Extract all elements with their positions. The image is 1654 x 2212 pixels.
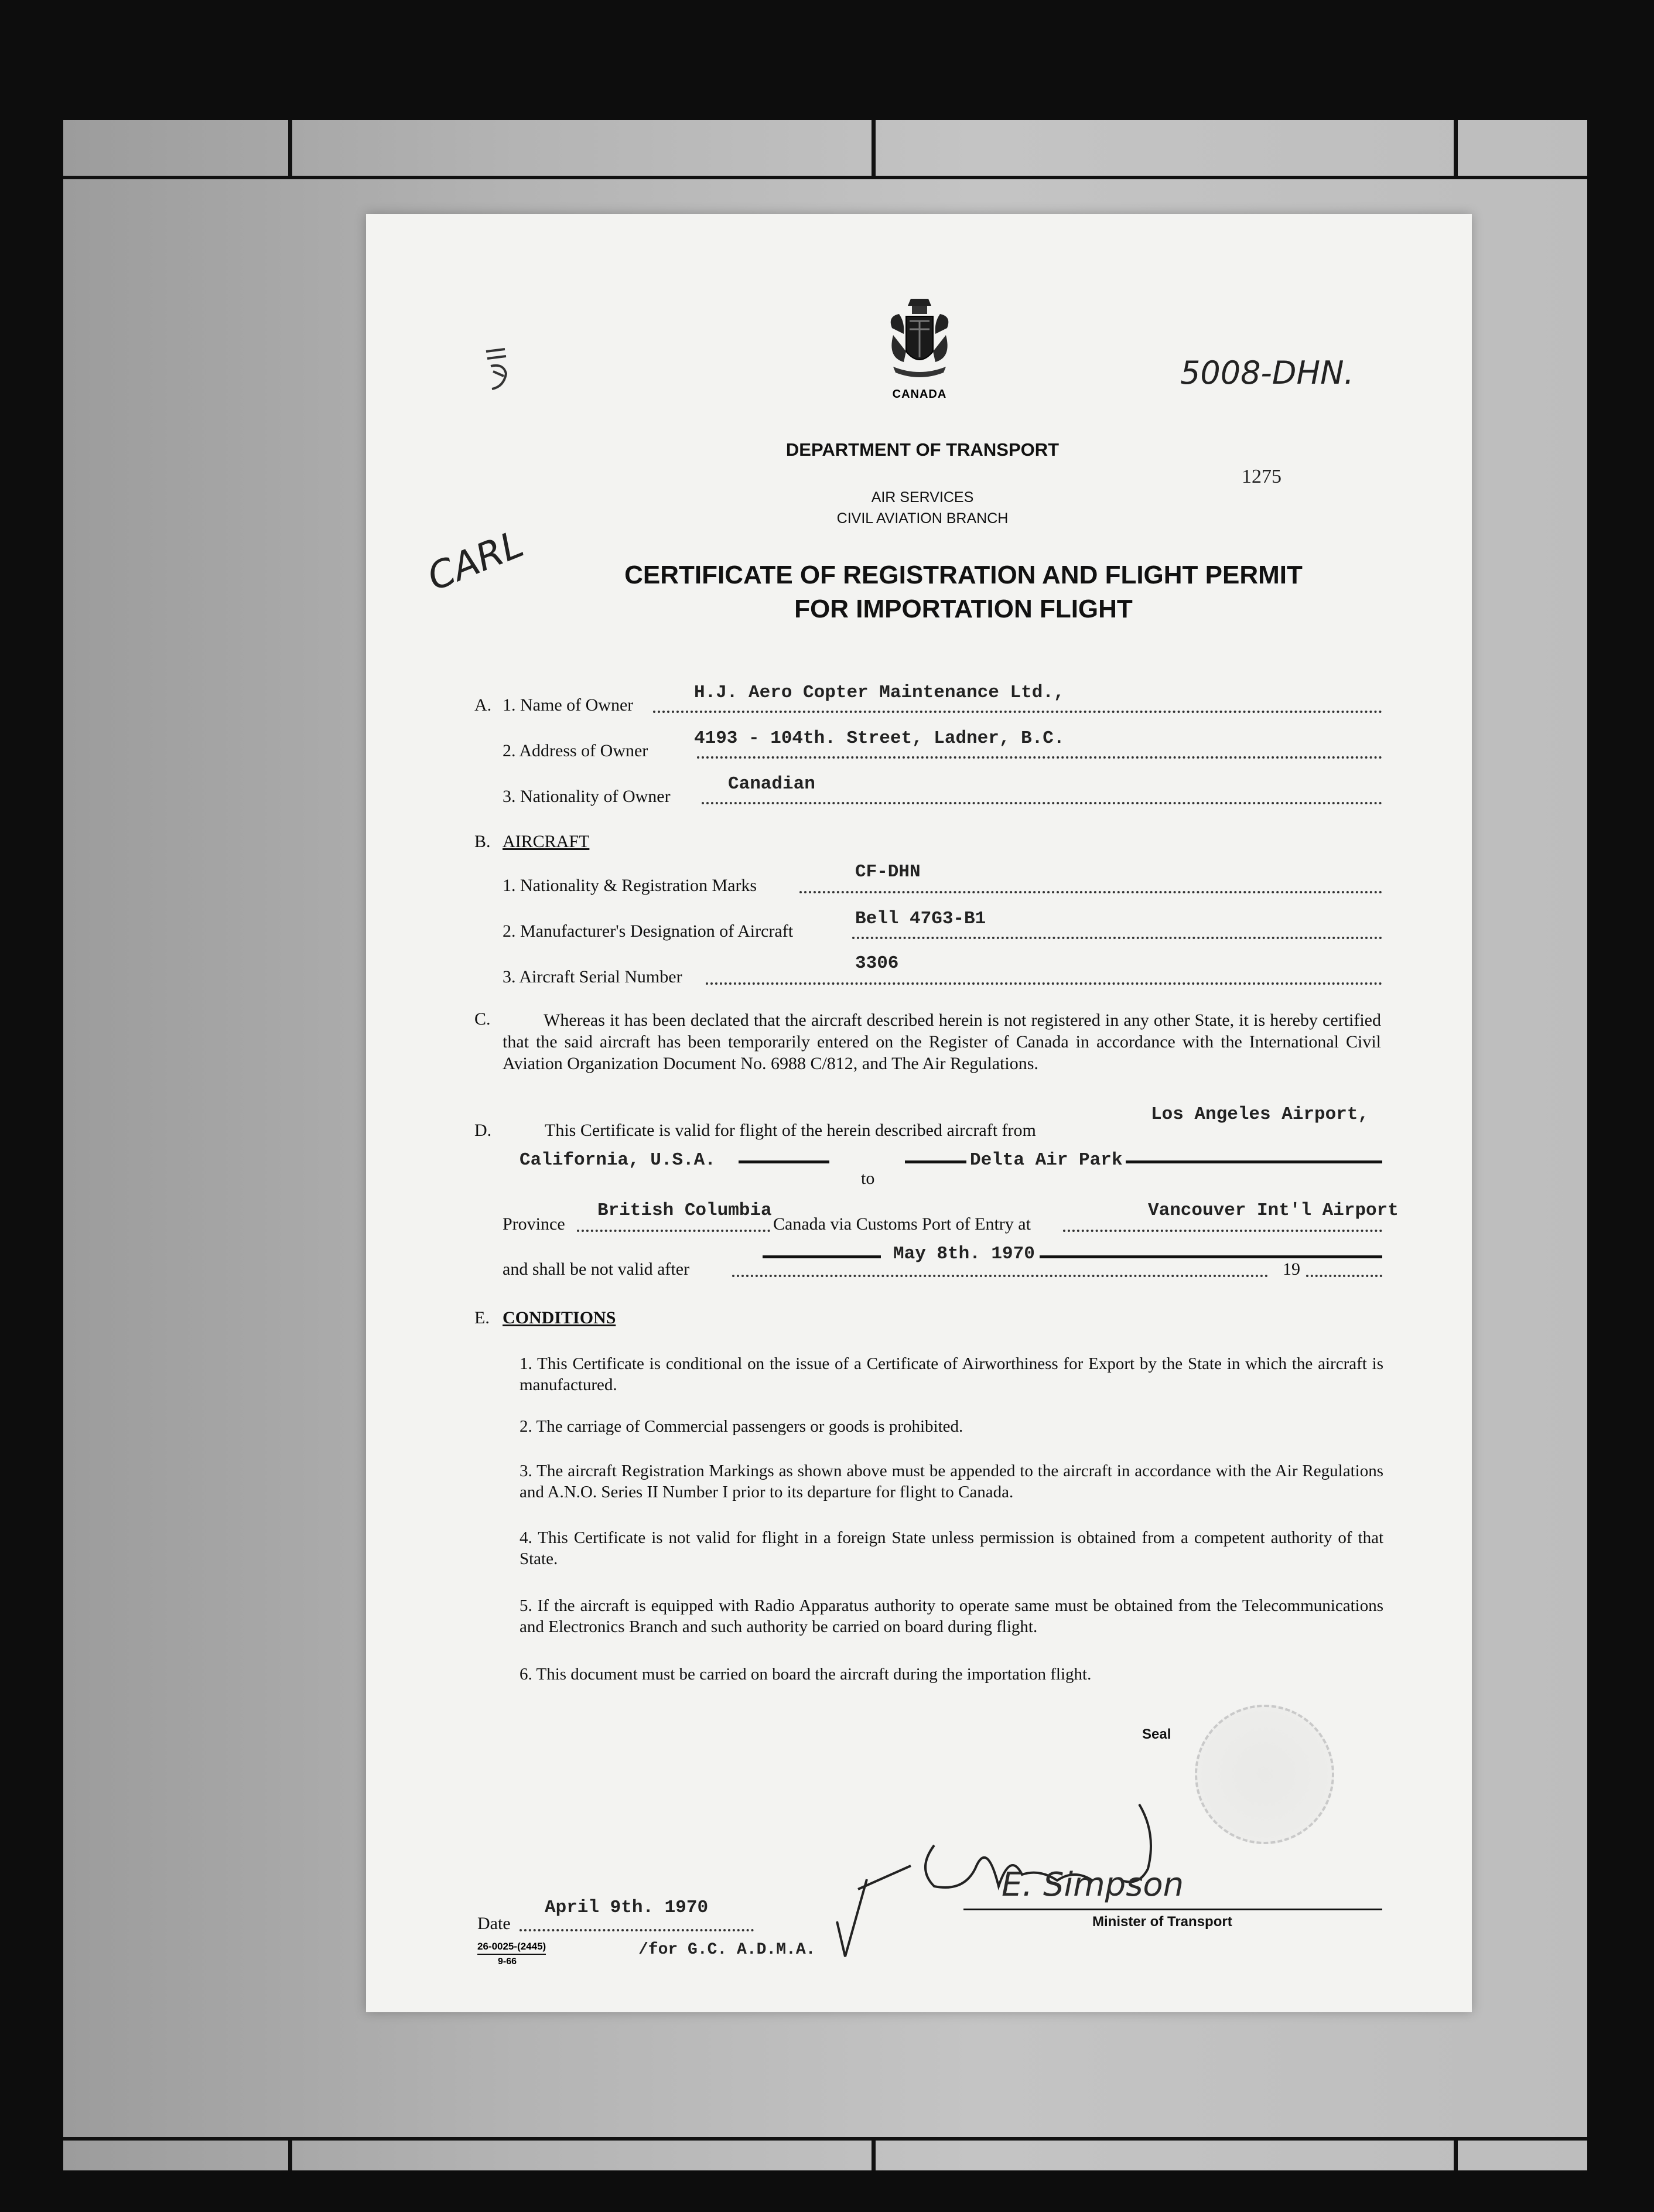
handwritten-file-ref: 5008-DHN. — [1180, 354, 1354, 391]
frame-divider-left — [288, 120, 292, 179]
condition-item: 6. This document must be carried on board the aircraft during the importation flight. — [520, 1665, 1092, 1684]
expiry-date-value: May 8th. 1970 — [893, 1244, 1035, 1264]
customs-port-value: Vancouver Int'l Airport — [1148, 1200, 1399, 1221]
destination-value: Delta Air Park — [966, 1150, 1126, 1170]
file-number: 1275 — [1242, 466, 1281, 487]
owner-name-label: 1. Name of Owner — [503, 695, 634, 715]
issue-date-value: April 9th. 1970 — [545, 1897, 709, 1918]
year-prefix: 19 — [1283, 1259, 1300, 1279]
section-b-letter: B. — [474, 832, 491, 851]
frame-divider-right — [1454, 120, 1458, 179]
branch-name: CIVIL AVIATION BRANCH — [836, 510, 1009, 527]
registration-marks-label: 1. Nationality & Registration Marks — [503, 876, 757, 895]
valid-after-label: and shall be not valid after — [503, 1259, 690, 1279]
owner-address-value: 4193 - 104th. Street, Ladner, B.C. — [694, 728, 1065, 749]
condition-item: 3. The aircraft Registration Markings as shown above must be appended to the aircraft in accordance with the Air Regulations and A.N.O. Series II Number I prior to its departure for flight to Canada. — [520, 1462, 1383, 1501]
province-line — [577, 1230, 770, 1232]
conditions-heading: CONDITIONS — [503, 1308, 616, 1327]
certificate-document — [366, 214, 1472, 2012]
signature-check-mark — [835, 1875, 870, 1962]
coat-of-arms-emblem — [876, 293, 963, 387]
date-label: Date — [477, 1914, 511, 1933]
frame-divider-mid-bottom — [872, 2137, 876, 2170]
owner-address-line — [697, 756, 1382, 759]
condition-item: 5. If the aircraft is equipped with Radio Apparatus authority to operate same must be obtained from the Telecommunications and Electronics Branch and such authority be carried on board during flight. — [520, 1596, 1383, 1636]
certificate-subtitle: FOR IMPORTATION FLIGHT — [794, 595, 1133, 623]
ink-mark — [480, 346, 515, 398]
form-number: 26-0025-(2445) — [477, 1941, 546, 1955]
condition-item: 2. The carriage of Commercial passengers or goods is prohibited. — [520, 1417, 963, 1436]
registration-statement: Whereas it has been declated that the aircraft described herein is not registered in any other State, it is hereby certified that the said aircraft has been temporarily entered on the Register of Canada in accordance with the International Civil Aviation Organization Document No. 6988 C/812, and The Air Regulations. — [503, 1011, 1381, 1073]
customs-label: Canada via Customs Port of Entry at — [773, 1214, 1031, 1234]
frame-divider-mid — [872, 120, 876, 179]
country-label: CANADA — [892, 388, 947, 401]
handwritten-corner-mark: CARL — [422, 522, 530, 600]
registration-marks-line — [799, 891, 1382, 893]
condition-item: 4. This Certificate is not valid for flight in a foreign State unless permission is obtained from a competent authority of that State. — [520, 1528, 1383, 1568]
year-line — [1306, 1275, 1382, 1277]
owner-nationality-label: 3. Nationality of Owner — [503, 787, 671, 806]
certificate-title: CERTIFICATE OF REGISTRATION AND FLIGHT PERMIT — [624, 561, 1303, 589]
designation-line — [852, 937, 1382, 939]
condition-item: 1. This Certificate is conditional on the issue of a Certificate of Airworthiness for Export by the State in which the aircraft is manufactured. — [520, 1354, 1383, 1394]
signature-line — [963, 1909, 1382, 1910]
frame-divider-right-bottom — [1454, 2137, 1458, 2170]
owner-nationality-line — [702, 802, 1382, 804]
section-c-letter: C. — [474, 1009, 491, 1029]
owner-address-label: 2. Address of Owner — [503, 741, 648, 760]
owner-nationality-value: Canadian — [728, 774, 815, 794]
serial-number-line — [706, 982, 1382, 985]
expiry-fill-line-left — [763, 1255, 881, 1258]
customs-line — [1063, 1230, 1382, 1232]
province-label: Province — [503, 1214, 565, 1234]
province-value: British Columbia — [597, 1200, 772, 1221]
minister-title: Minister of Transport — [1092, 1914, 1232, 1930]
owner-name-value: H.J. Aero Copter Maintenance Ltd., — [694, 682, 1065, 703]
signature-name: E. Simpson — [1002, 1866, 1184, 1904]
expiry-fill-line-right — [1040, 1255, 1382, 1258]
section-d-letter: D. — [474, 1121, 492, 1140]
owner-name-line — [653, 711, 1382, 713]
designation-value: Bell 47G3-B1 — [855, 909, 986, 929]
section-e-letter: E. — [474, 1308, 490, 1327]
departure-airport-value: Los Angeles Airport, — [1151, 1104, 1369, 1125]
to-label: to — [861, 1169, 875, 1188]
departure-fill-line — [739, 1160, 829, 1163]
issuing-officer: /for G.C. A.D.M.A. — [638, 1941, 816, 1959]
seal-label: Seal — [1142, 1726, 1171, 1742]
serial-number-value: 3306 — [855, 953, 899, 974]
service-name: AIR SERVICES — [871, 489, 974, 506]
registration-marks-value: CF-DHN — [855, 862, 921, 882]
frame-divider-left-bottom — [288, 2137, 292, 2170]
valid-after-line — [732, 1275, 1268, 1277]
departure-state-value: California, U.S.A. — [520, 1150, 716, 1170]
validity-intro: This Certificate is valid for flight of the herein described aircraft from — [545, 1121, 1036, 1140]
embossed-seal — [1195, 1705, 1334, 1844]
section-a-letter: A. — [474, 695, 492, 715]
aircraft-heading: AIRCRAFT — [503, 832, 590, 851]
form-date: 9-66 — [498, 1957, 517, 1967]
designation-label: 2. Manufacturer's Designation of Aircraft — [503, 921, 794, 941]
department-name: DEPARTMENT OF TRANSPORT — [785, 439, 1060, 460]
serial-number-label: 3. Aircraft Serial Number — [503, 967, 682, 986]
date-line — [520, 1929, 754, 1931]
